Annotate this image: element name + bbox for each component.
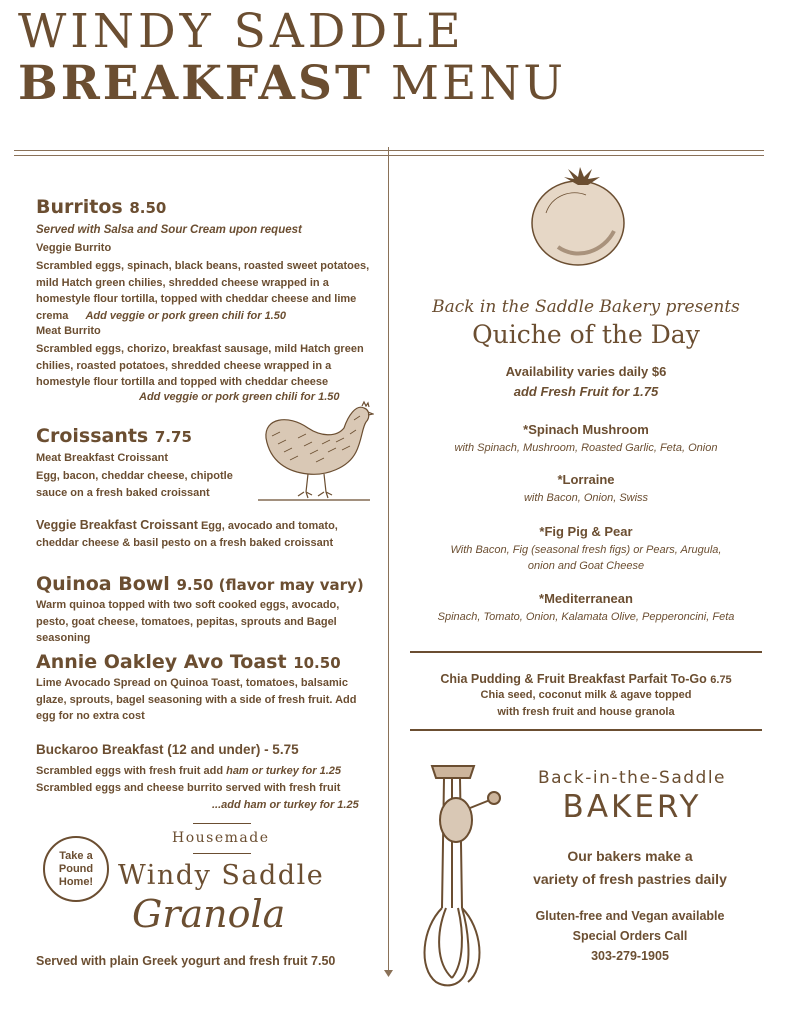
quiche-1-name: *Spinach Mushroom <box>523 422 649 437</box>
burritos-price: 8.50 <box>129 199 167 217</box>
tomato-illustration <box>528 165 628 267</box>
meat-croissant-name: Meat Breakfast Croissant <box>36 452 169 464</box>
meat-burrito-name: Meat Burrito <box>36 325 101 337</box>
divider-arrow-icon <box>384 970 393 978</box>
bakers-line-2: variety of fresh pastries daily <box>533 871 727 887</box>
header-rule-top <box>14 150 764 151</box>
bakery-phone[interactable]: 303-279-1905 <box>591 949 669 963</box>
meat-burrito-desc: Scrambled eggs, chorizo, breakfast sausage, mild Hatch green chilies, roasted potatoes, shredded cheese wrapped in a homestyle flour tortilla and topped with cheddar cheese <box>36 343 364 388</box>
quiche-availability: Availability varies daily $6 <box>505 364 667 379</box>
bakers-line-1: Our bakers make a <box>567 848 693 864</box>
buckaroo-line-3: ...add ham or turkey for 1.25 <box>212 799 359 811</box>
buckaroo-line-2: Scrambled eggs and cheese burrito served with fresh fruit <box>36 782 341 794</box>
bakery-top: Back-in-the-Saddle <box>537 768 727 788</box>
quiche-fruit: add Fresh Fruit for 1.75 <box>513 384 659 399</box>
avo-heading: Annie Oakley Avo Toast 10.50 <box>36 651 341 673</box>
quiche-2-name: *Lorraine <box>557 472 615 487</box>
chia-desc-1: Chia seed, coconut milk & agave topped <box>480 689 692 701</box>
granola-script: Granola <box>132 892 286 936</box>
granola-housemade: Housemade <box>172 830 270 846</box>
chia-rule-bottom <box>410 729 762 731</box>
meat-burrito-addon: Add veggie or pork green chili for 1.50 <box>139 391 340 403</box>
quinoa-heading: Quinoa Bowl 9.50 (flavor may vary) <box>36 573 364 595</box>
chia-title: Chia Pudding & Fruit Breakfast Parfait To-Go 6.75 <box>440 672 732 686</box>
quinoa-desc: Warm quinoa topped with two soft cooked eggs, avocado, pesto, goat cheese, tomatoes, pepitas, sprouts and Bagel seasoning <box>36 599 340 644</box>
quiche-title: Quiche of the Day <box>472 320 700 349</box>
quiche-4-desc: Spinach, Tomato, Onion, Kalamata Olive, Pepperoncini, Feta <box>437 611 735 623</box>
avo-price: 10.50 <box>293 654 341 672</box>
hen-illustration <box>258 398 374 504</box>
avo-desc: Lime Avocado Spread on Quinoa Toast, tomatoes, balsamic glaze, sprouts, bagel seasoning with a side of fresh fruit. Add egg for no extra cost <box>36 677 357 722</box>
granola-served: Served with plain Greek yogurt and fresh fruit 7.50 <box>36 954 336 968</box>
chia-price: 6.75 <box>710 674 732 686</box>
quiche-3-desc: With Bacon, Fig (seasonal fresh figs) or Pears, Arugula, onion and Goat Cheese <box>450 544 722 572</box>
burritos-heading: Burritos 8.50 <box>36 196 167 218</box>
veggie-burrito-addon: Add veggie or pork green chili for 1.50 <box>85 309 286 322</box>
column-divider <box>388 147 389 975</box>
veggie-burrito-desc: Scrambled eggs, spinach, black beans, roasted sweet potatoes, mild Hatch green chilies, shredded cheese wrapped in a homestyle flour tortilla, topped with cheddar cheese and lime crema Add veggie or pork green chili for 1.50 <box>36 260 370 322</box>
title-breakfast: BREAKFAST <box>18 56 373 111</box>
croissants-heading: Croissants 7.75 <box>36 425 192 447</box>
title-menu: MENU <box>372 56 567 111</box>
veggie-croissant-name: Veggie Breakfast Croissant <box>36 518 198 532</box>
special-orders: Special Orders Call <box>572 929 688 943</box>
quiche-3-name: *Fig Pig & Pear <box>539 524 633 539</box>
veggie-croissant <box>36 517 366 551</box>
buckaroo-heading: Buckaroo Breakfast (12 and under) - 5.75 <box>36 742 299 757</box>
burritos-note: Served with Salsa and Sour Cream upon request <box>36 224 302 236</box>
quiche-1-desc: with Spinach, Mushroom, Roasted Garlic, Feta, Onion <box>454 442 718 454</box>
buckaroo-line-1: Scrambled eggs with fresh fruit add ham or turkey for 1.25 <box>36 765 342 777</box>
quiche-presents: Back in the Saddle Bakery presents <box>432 297 740 317</box>
bakery-name: BAKERY <box>562 789 702 825</box>
granola-rule-bottom <box>193 853 251 854</box>
granola-badge-text: Take a Pound Home! <box>58 849 94 888</box>
granola-rule-top <box>193 823 251 824</box>
veggie-burrito-name: Veggie Burrito <box>36 242 112 254</box>
quiche-2-desc: with Bacon, Onion, Swiss <box>523 492 649 504</box>
title-line-1: WINDY SADDLE <box>18 4 465 59</box>
gluten-free-note: Gluten-free and Vegan available <box>535 909 725 923</box>
quinoa-price: 9.50 (flavor may vary) <box>176 576 364 594</box>
granola-badge <box>43 836 109 902</box>
chia-rule-top <box>410 651 762 653</box>
title-line-2 <box>18 56 566 112</box>
veggie-croissant-desc: Egg, avocado and tomato, cheddar cheese & basil pesto on a fresh baked croissant <box>36 520 338 549</box>
quiche-4-name: *Mediterranean <box>539 591 633 606</box>
chia-desc-2: with fresh fruit and house granola <box>497 706 675 718</box>
croissants-price: 7.75 <box>154 428 192 446</box>
header-rule-bottom <box>14 155 764 156</box>
granola-brand: Windy Saddle <box>118 860 325 891</box>
meat-croissant-desc: Egg, bacon, cheddar cheese, chipotle sauce on a fresh baked croissant <box>36 470 233 499</box>
